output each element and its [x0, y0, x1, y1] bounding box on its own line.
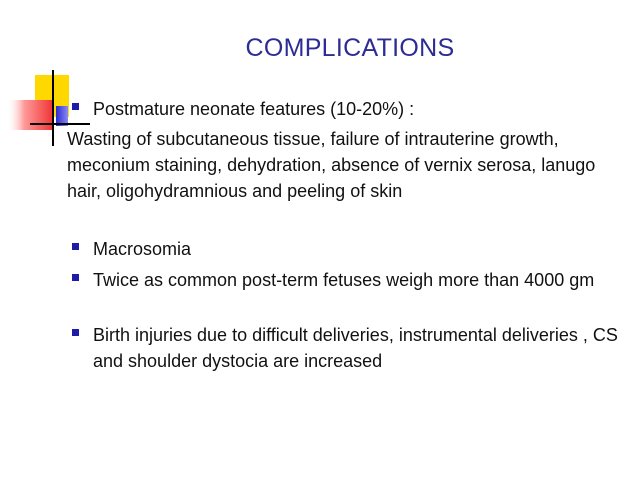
- square-bullet-icon: [72, 243, 79, 250]
- bullet-text: Birth injuries due to difficult deliveries, instrumental deliveries , CS and shoulder dystocia are increased: [93, 325, 618, 371]
- bullet-text: Twice as common post-term fetuses weigh more than 4000 gm: [93, 270, 595, 290]
- square-bullet-icon: [72, 329, 79, 336]
- body-paragraph: Wasting of subcutaneous tissue, failure of intrauterine growth, meconium staining, dehydration, absence of vernix serosa, lanugo hair, oligohydramnious and peeling of skin: [67, 129, 596, 201]
- bullet-text: Postmature neonate features (10-20%) :: [93, 99, 415, 119]
- slide-title: COMPLICATIONS: [245, 34, 455, 62]
- square-bullet-icon: [72, 103, 79, 110]
- square-bullet-icon: [72, 274, 79, 281]
- bullet-text: Macrosomia: [93, 239, 192, 259]
